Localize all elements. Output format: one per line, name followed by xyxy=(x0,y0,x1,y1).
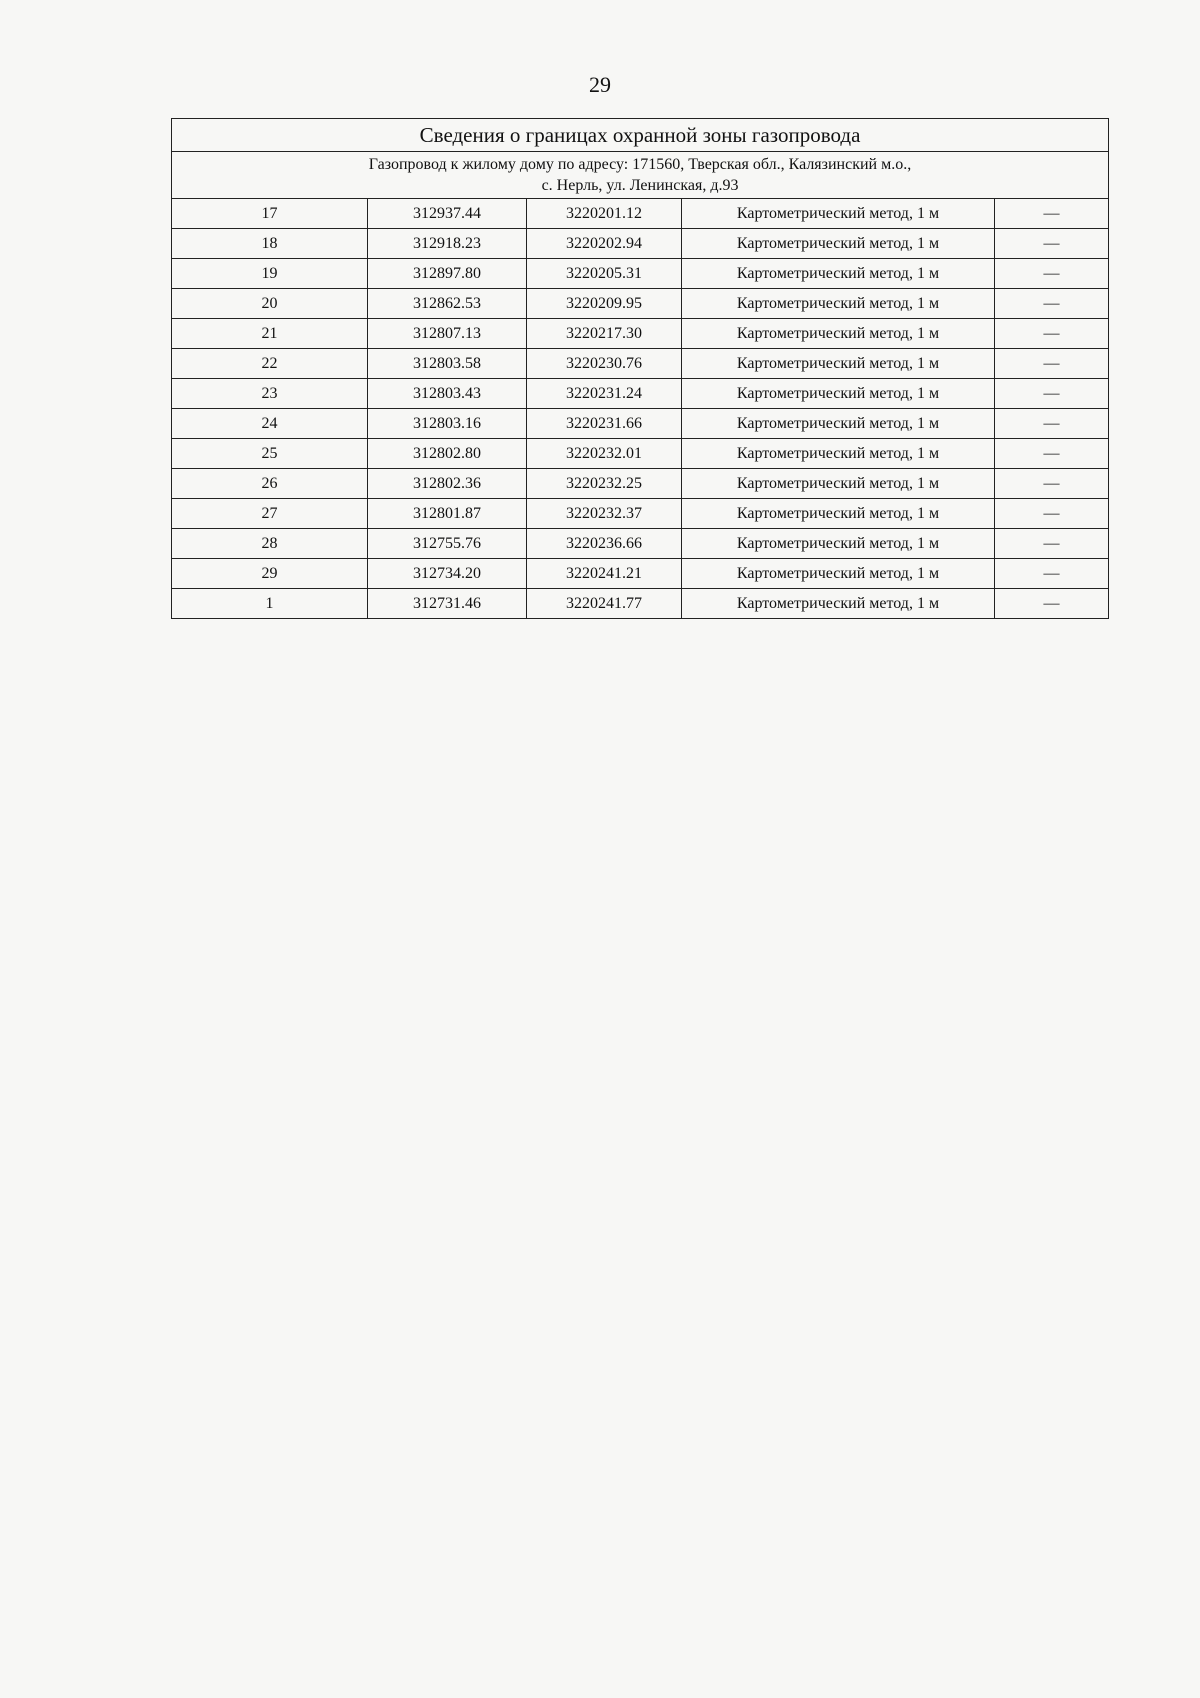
table-row xyxy=(172,319,1109,349)
boundary-table xyxy=(171,118,1109,619)
y-coordinate-cell: 3220232.01 xyxy=(527,439,682,469)
note-cell: — xyxy=(995,589,1109,619)
method-cell: Картометрический метод, 1 м xyxy=(682,589,995,619)
y-coordinate-cell: 3220241.21 xyxy=(527,559,682,589)
y-coordinate-cell: 3220230.76 xyxy=(527,349,682,379)
table-row xyxy=(172,469,1109,499)
note-cell: — xyxy=(995,229,1109,259)
note-cell: — xyxy=(995,319,1109,349)
method-cell: Картометрический метод, 1 м xyxy=(682,199,995,229)
y-coordinate-cell: 3220231.24 xyxy=(527,379,682,409)
page-number: 29 xyxy=(589,72,611,97)
point-number-cell: 28 xyxy=(172,529,368,559)
point-number-cell: 27 xyxy=(172,499,368,529)
method-cell: Картометрический метод, 1 м xyxy=(682,319,995,349)
point-number-cell: 26 xyxy=(172,469,368,499)
method-cell: Картометрический метод, 1 м xyxy=(682,379,995,409)
method-cell: Картометрический метод, 1 м xyxy=(682,469,995,499)
x-coordinate-cell: 312803.58 xyxy=(368,349,527,379)
x-coordinate-cell: 312937.44 xyxy=(368,199,527,229)
method-cell: Картометрический метод, 1 м xyxy=(682,409,995,439)
table-row xyxy=(172,499,1109,529)
method-cell: Картометрический метод, 1 м xyxy=(682,259,995,289)
note-cell: — xyxy=(995,259,1109,289)
x-coordinate-cell: 312802.36 xyxy=(368,469,527,499)
table-row xyxy=(172,589,1109,619)
x-coordinate-cell: 312862.53 xyxy=(368,289,527,319)
point-number-cell: 22 xyxy=(172,349,368,379)
point-number-cell: 18 xyxy=(172,229,368,259)
note-cell: — xyxy=(995,349,1109,379)
note-cell: — xyxy=(995,199,1109,229)
point-number-cell: 19 xyxy=(172,259,368,289)
note-cell: — xyxy=(995,409,1109,439)
table-subtitle-row xyxy=(172,152,1109,199)
x-coordinate-cell: 312803.16 xyxy=(368,409,527,439)
table-title-row xyxy=(172,119,1109,152)
x-coordinate-cell: 312803.43 xyxy=(368,379,527,409)
method-cell: Картометрический метод, 1 м xyxy=(682,349,995,379)
table-row xyxy=(172,379,1109,409)
table-title: Сведения о границах охранной зоны газопровода xyxy=(172,119,1109,152)
table-row xyxy=(172,439,1109,469)
x-coordinate-cell: 312731.46 xyxy=(368,589,527,619)
method-cell: Картометрический метод, 1 м xyxy=(682,229,995,259)
point-number-cell: 24 xyxy=(172,409,368,439)
note-cell: — xyxy=(995,289,1109,319)
note-cell: — xyxy=(995,499,1109,529)
point-number-cell: 17 xyxy=(172,199,368,229)
note-cell: — xyxy=(995,559,1109,589)
y-coordinate-cell: 3220232.37 xyxy=(527,499,682,529)
method-cell: Картометрический метод, 1 м xyxy=(682,439,995,469)
y-coordinate-cell: 3220236.66 xyxy=(527,529,682,559)
method-cell: Картометрический метод, 1 м xyxy=(682,529,995,559)
table-row xyxy=(172,349,1109,379)
y-coordinate-cell: 3220205.31 xyxy=(527,259,682,289)
y-coordinate-cell: 3220217.30 xyxy=(527,319,682,349)
note-cell: — xyxy=(995,439,1109,469)
x-coordinate-cell: 312897.80 xyxy=(368,259,527,289)
y-coordinate-cell: 3220241.77 xyxy=(527,589,682,619)
table-row xyxy=(172,409,1109,439)
y-coordinate-cell: 3220202.94 xyxy=(527,229,682,259)
method-cell: Картометрический метод, 1 м xyxy=(682,559,995,589)
x-coordinate-cell: 312802.80 xyxy=(368,439,527,469)
gas-pipeline-zone-table xyxy=(171,118,1108,619)
table-row xyxy=(172,529,1109,559)
note-cell: — xyxy=(995,529,1109,559)
x-coordinate-cell: 312801.87 xyxy=(368,499,527,529)
point-number-cell: 25 xyxy=(172,439,368,469)
table-row xyxy=(172,559,1109,589)
point-number-cell: 1 xyxy=(172,589,368,619)
table-row xyxy=(172,199,1109,229)
point-number-cell: 23 xyxy=(172,379,368,409)
method-cell: Картометрический метод, 1 м xyxy=(682,499,995,529)
x-coordinate-cell: 312734.20 xyxy=(368,559,527,589)
note-cell: — xyxy=(995,379,1109,409)
table-row xyxy=(172,259,1109,289)
y-coordinate-cell: 3220232.25 xyxy=(527,469,682,499)
table-subtitle xyxy=(172,152,1109,199)
x-coordinate-cell: 312755.76 xyxy=(368,529,527,559)
note-cell: — xyxy=(995,469,1109,499)
y-coordinate-cell: 3220209.95 xyxy=(527,289,682,319)
point-number-cell: 20 xyxy=(172,289,368,319)
table-row xyxy=(172,229,1109,259)
table-row xyxy=(172,289,1109,319)
table-subtitle-line-1: Газопровод к жилому дому по адресу: 171560, Тверская обл., Калязинский м.о., xyxy=(368,156,912,173)
x-coordinate-cell: 312918.23 xyxy=(368,229,527,259)
table-body xyxy=(172,119,1109,619)
y-coordinate-cell: 3220231.66 xyxy=(527,409,682,439)
y-coordinate-cell: 3220201.12 xyxy=(527,199,682,229)
point-number-cell: 21 xyxy=(172,319,368,349)
point-number-cell: 29 xyxy=(172,559,368,589)
method-cell: Картометрический метод, 1 м xyxy=(682,289,995,319)
table-subtitle-line-2: с. Нерль, ул. Ленинская, д.93 xyxy=(541,177,739,194)
x-coordinate-cell: 312807.13 xyxy=(368,319,527,349)
